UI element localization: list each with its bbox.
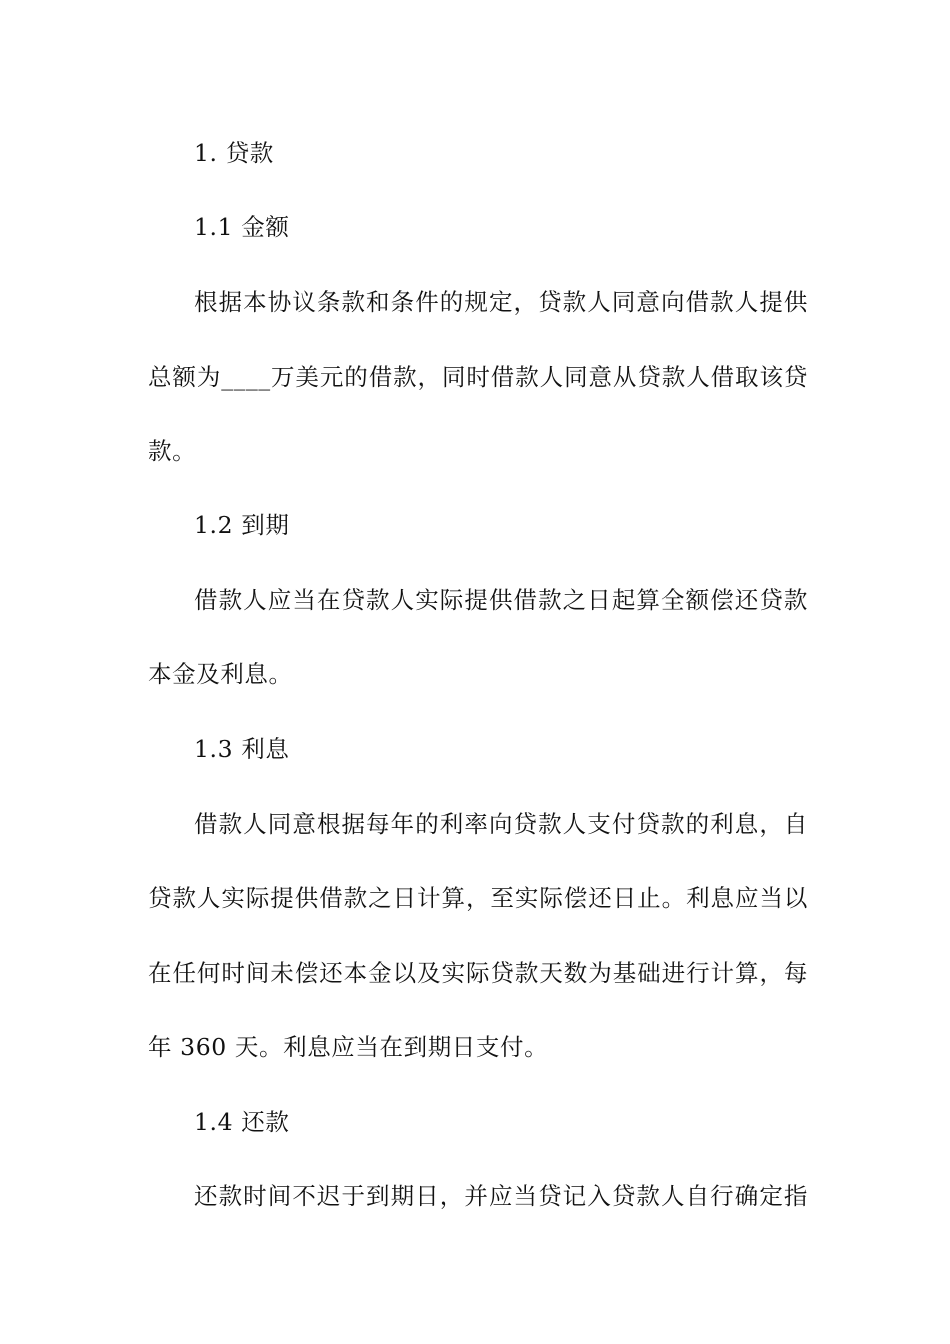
section-heading: 1. 贷款	[194, 139, 274, 167]
paragraph-line: 总额为____万美元的借款，同时借款人同意从贷款人借取该贷	[148, 363, 808, 391]
subsection-heading: 1.2 到期	[194, 511, 290, 539]
subsection-heading: 1.1 金额	[194, 213, 290, 241]
subsection-heading: 1.4 还款	[194, 1108, 290, 1136]
paragraph-line: 借款人应当在贷款人实际提供借款之日起算全额偿还贷款	[194, 586, 808, 614]
paragraph-line: 借款人同意根据每年的利率向贷款人支付贷款的利息，自	[194, 810, 808, 838]
paragraph-line: 本金及利息。	[148, 660, 293, 688]
paragraph-line: 还款时间不迟于到期日，并应当贷记入贷款人自行确定指	[194, 1182, 808, 1210]
paragraph-line: 根据本协议条款和条件的规定，贷款人同意向借款人提供	[194, 288, 808, 316]
paragraph-line: 款。	[148, 437, 197, 465]
paragraph-line: 在任何时间未偿还本金以及实际贷款天数为基础进行计算，每	[148, 959, 808, 987]
subsection-heading: 1.3 利息	[194, 735, 290, 763]
paragraph-line: 年 360 天。利息应当在到期日支付。	[148, 1033, 549, 1061]
paragraph-line: 贷款人实际提供借款之日计算，至实际偿还日止。利息应当以	[148, 884, 808, 912]
